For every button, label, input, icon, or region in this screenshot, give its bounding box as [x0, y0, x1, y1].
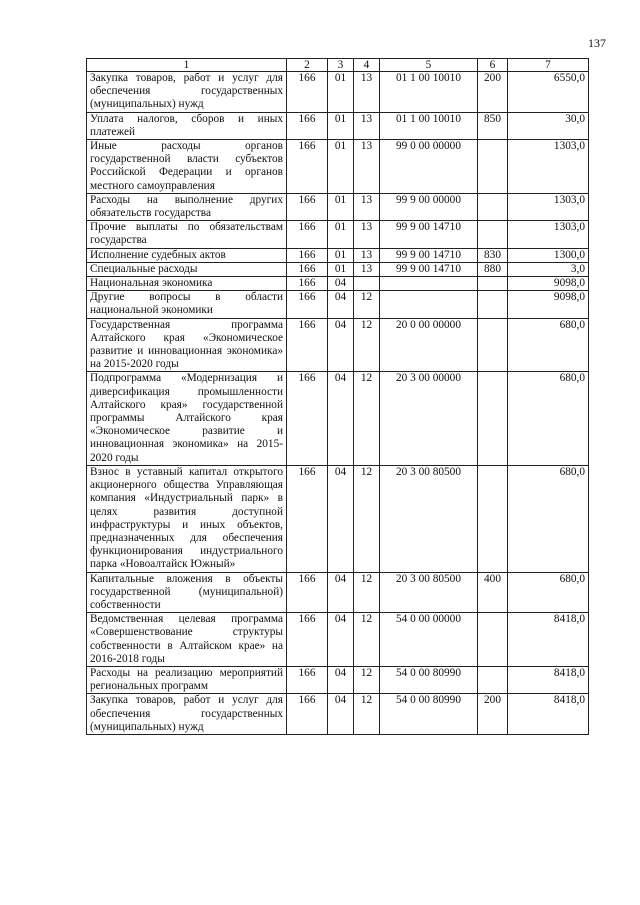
- row-amount: 680,0: [508, 465, 589, 572]
- row-target-article: 01 1 00 10010: [380, 72, 478, 113]
- header-col-5: 5: [380, 59, 478, 72]
- row-ministry-code: 166: [287, 221, 328, 248]
- row-subsection-code: 12: [354, 465, 380, 572]
- row-expense-type: [478, 277, 508, 291]
- row-target-article: 99 0 00 00000: [380, 140, 478, 194]
- header-col-6: 6: [478, 59, 508, 72]
- row-subsection-code: 12: [354, 572, 380, 613]
- row-target-article: 54 0 00 80990: [380, 666, 478, 693]
- row-section-code: 04: [328, 372, 354, 465]
- row-amount: 8418,0: [508, 666, 589, 693]
- row-section-code: 04: [328, 318, 354, 372]
- row-expense-type: [478, 666, 508, 693]
- row-target-article: 99 9 00 14710: [380, 221, 478, 248]
- row-name: Капитальные вложения в объекты государственной (муниципальной) собственности: [87, 572, 287, 613]
- row-target-article: 99 9 00 00000: [380, 193, 478, 220]
- row-target-article: 54 0 00 80990: [380, 694, 478, 735]
- row-amount: 3,0: [508, 262, 589, 276]
- row-amount: 1303,0: [508, 193, 589, 220]
- table-row: [87, 193, 589, 220]
- row-ministry-code: 166: [287, 372, 328, 465]
- table-row: [87, 221, 589, 248]
- row-expense-type: [478, 291, 508, 318]
- row-name: Исполнение судебных актов: [87, 248, 287, 262]
- row-expense-type: 850: [478, 112, 508, 139]
- row-expense-type: 200: [478, 694, 508, 735]
- row-name: Подпрограмма «Модернизация и диверсификация промышленности Алтайского края» государственной программы Алтайского края «Экономическое развитие и инновационная экономика» на 2015-2020 годы: [87, 372, 287, 465]
- row-name: Иные расходы органов государственной власти субъектов Российской Федерации и органов местного самоуправления: [87, 140, 287, 194]
- row-section-code: 04: [328, 613, 354, 667]
- row-amount: 1303,0: [508, 140, 589, 194]
- row-expense-type: 830: [478, 248, 508, 262]
- table-row: [87, 72, 589, 113]
- table-row: [87, 277, 589, 291]
- row-target-article: 20 0 00 00000: [380, 318, 478, 372]
- row-target-article: 99 9 00 14710: [380, 248, 478, 262]
- row-subsection-code: 12: [354, 666, 380, 693]
- table-row: [87, 112, 589, 139]
- row-amount: 9098,0: [508, 277, 589, 291]
- table-row: [87, 291, 589, 318]
- row-subsection-code: 13: [354, 112, 380, 139]
- row-section-code: 04: [328, 291, 354, 318]
- row-amount: 30,0: [508, 112, 589, 139]
- header-col-1: 1: [87, 59, 287, 72]
- row-amount: 680,0: [508, 318, 589, 372]
- row-ministry-code: 166: [287, 694, 328, 735]
- row-subsection-code: 12: [354, 291, 380, 318]
- row-section-code: 04: [328, 465, 354, 572]
- row-ministry-code: 166: [287, 277, 328, 291]
- row-section-code: 04: [328, 277, 354, 291]
- budget-table: [86, 58, 589, 735]
- row-name: Государственная программа Алтайского края «Экономическое развитие и инновационная экономика» на 2015-2020 годы: [87, 318, 287, 372]
- row-target-article: 20 3 00 80500: [380, 572, 478, 613]
- row-ministry-code: 166: [287, 193, 328, 220]
- row-ministry-code: 166: [287, 72, 328, 113]
- row-ministry-code: 166: [287, 262, 328, 276]
- table-row: [87, 666, 589, 693]
- row-target-article: 20 3 00 00000: [380, 372, 478, 465]
- row-name: Специальные расходы: [87, 262, 287, 276]
- header-col-7: 7: [508, 59, 589, 72]
- row-subsection-code: [354, 277, 380, 291]
- row-target-article: 54 0 00 00000: [380, 613, 478, 667]
- row-subsection-code: 13: [354, 193, 380, 220]
- row-section-code: 04: [328, 572, 354, 613]
- row-ministry-code: 166: [287, 140, 328, 194]
- table-row: [87, 613, 589, 667]
- table-row: [87, 694, 589, 735]
- table-row: [87, 572, 589, 613]
- row-section-code: 01: [328, 262, 354, 276]
- row-expense-type: [478, 193, 508, 220]
- row-name: Закупка товаров, работ и услуг для обеспечения государственных (муниципальных) нужд: [87, 72, 287, 113]
- row-target-article: [380, 277, 478, 291]
- header-col-3: 3: [328, 59, 354, 72]
- row-ministry-code: 166: [287, 613, 328, 667]
- row-ministry-code: 166: [287, 666, 328, 693]
- row-amount: 1300,0: [508, 248, 589, 262]
- row-ministry-code: 166: [287, 112, 328, 139]
- row-subsection-code: 12: [354, 318, 380, 372]
- row-expense-type: [478, 221, 508, 248]
- row-name: Другие вопросы в области национальной экономики: [87, 291, 287, 318]
- row-amount: 680,0: [508, 572, 589, 613]
- row-subsection-code: 13: [354, 72, 380, 113]
- row-section-code: 01: [328, 112, 354, 139]
- row-expense-type: [478, 465, 508, 572]
- row-expense-type: 200: [478, 72, 508, 113]
- row-subsection-code: 13: [354, 221, 380, 248]
- row-subsection-code: 12: [354, 372, 380, 465]
- row-ministry-code: 166: [287, 572, 328, 613]
- row-name: Прочие выплаты по обязательствам государства: [87, 221, 287, 248]
- row-name: Национальная экономика: [87, 277, 287, 291]
- page-number: 137: [588, 36, 606, 50]
- row-ministry-code: 166: [287, 465, 328, 572]
- row-ministry-code: 166: [287, 248, 328, 262]
- table-row: [87, 248, 589, 262]
- row-target-article: [380, 291, 478, 318]
- header-col-4: 4: [354, 59, 380, 72]
- table-row: [87, 262, 589, 276]
- row-target-article: 99 9 00 14710: [380, 262, 478, 276]
- row-expense-type: [478, 613, 508, 667]
- row-amount: 6550,0: [508, 72, 589, 113]
- row-name: Уплата налогов, сборов и иных платежей: [87, 112, 287, 139]
- row-amount: 8418,0: [508, 613, 589, 667]
- row-target-article: 20 3 00 80500: [380, 465, 478, 572]
- row-name: Ведомственная целевая программа «Совершенствование структуры собственности в Алтайском крае» на 2016-2018 годы: [87, 613, 287, 667]
- row-expense-type: [478, 372, 508, 465]
- row-amount: 8418,0: [508, 694, 589, 735]
- row-subsection-code: 13: [354, 248, 380, 262]
- row-expense-type: 880: [478, 262, 508, 276]
- row-section-code: 01: [328, 248, 354, 262]
- row-name: Взнос в уставный капитал открытого акционерного общества Управляющая компания «Индустриальный парк» в целях развития доступной инфраструктуры и иных объектов, предназначенных для обеспечения функционирования индустриального парка «Новоалтайск Южный»: [87, 465, 287, 572]
- row-section-code: 04: [328, 666, 354, 693]
- row-section-code: 01: [328, 140, 354, 194]
- row-ministry-code: 166: [287, 318, 328, 372]
- table-row: [87, 465, 589, 572]
- row-subsection-code: 13: [354, 140, 380, 194]
- row-subsection-code: 12: [354, 694, 380, 735]
- row-amount: 680,0: [508, 372, 589, 465]
- row-name: Расходы на реализацию мероприятий региональных программ: [87, 666, 287, 693]
- row-amount: 1303,0: [508, 221, 589, 248]
- row-expense-type: [478, 140, 508, 194]
- table-body: [87, 72, 589, 735]
- row-subsection-code: 12: [354, 613, 380, 667]
- row-section-code: 01: [328, 72, 354, 113]
- row-section-code: 01: [328, 221, 354, 248]
- row-amount: 9098,0: [508, 291, 589, 318]
- table-row: [87, 140, 589, 194]
- row-name: Закупка товаров, работ и услуг для обеспечения государственных (муниципальных) нужд: [87, 694, 287, 735]
- table-header: [87, 59, 589, 72]
- row-section-code: 01: [328, 193, 354, 220]
- row-ministry-code: 166: [287, 291, 328, 318]
- row-name: Расходы на выполнение других обязательств государства: [87, 193, 287, 220]
- table-row: [87, 318, 589, 372]
- header-col-2: 2: [287, 59, 328, 72]
- row-expense-type: [478, 318, 508, 372]
- table-row: [87, 372, 589, 465]
- row-expense-type: 400: [478, 572, 508, 613]
- row-target-article: 01 1 00 10010: [380, 112, 478, 139]
- row-section-code: 04: [328, 694, 354, 735]
- row-subsection-code: 13: [354, 262, 380, 276]
- header-row: [87, 59, 589, 72]
